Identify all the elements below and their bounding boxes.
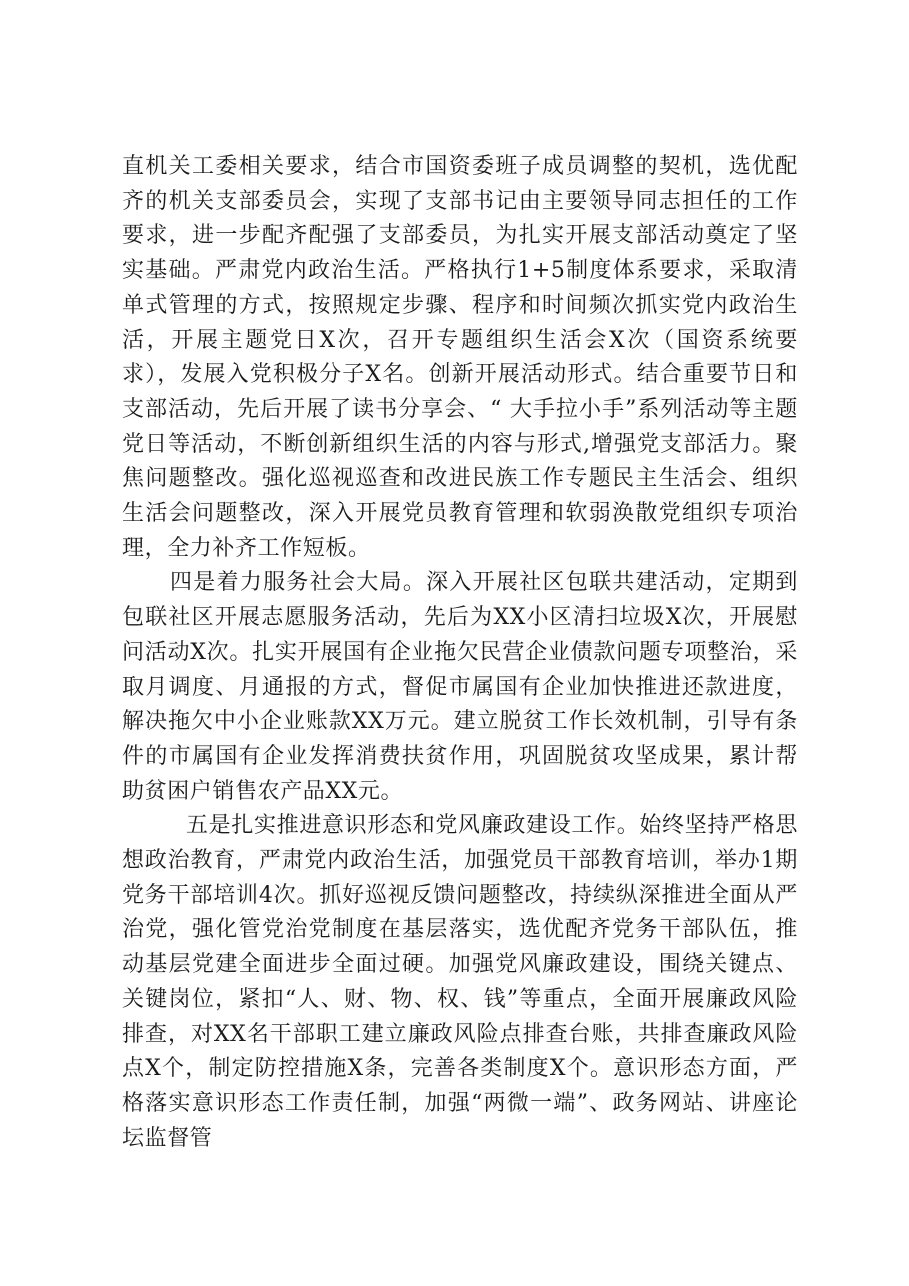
paragraph-four: 四是着力服务社会大局。深入开展社区包联共建活动，定期到包联社区开展志愿服务活动，先后为XX小区清扫垃圾X次，开展慰问活动X次。扎实开展国有企业拖欠民营企业债款问题专项整治，采取月调度、月通报的方式，督促市属国有企业加快推进还款进度，解决拖欠中小企业账款XX万元。建立脱贫工作长效机制，引导有条件的市属国有企业发挥消费扶贫作用，巩固脱贫攻坚成果，累计帮助贫困户销售农产品XX元。 — [122, 570, 798, 804]
document-body — [122, 150, 798, 1156]
paragraph-five: 五是扎实推进意识形态和党风廉政建设工作。始终坚持严格思想政治教育，严肃党内政治生活，加强党员干部教育培训，举办1期党务干部培训4次。抓好巡视反馈问题整改，持续纵深推进全面从严治党，强化管党治党制度在基层落实，选优配齐党务干部队伍，推动基层党建全面进步全面过硬。加强党风廉政建设，围绕关键点、关键岗位，紧扣“人、财、物、权、钱”等重点，全面开展廉政风险排查，对XX名干部职工建立廉政风险点排查台账，共排查廉政风险点X个，制定防控措施X条，完善各类制度X个。意识形态方面，严格落实意识形态工作责任制，加强“两微一端”、政务网站、讲座论坛监督管 — [122, 813, 798, 1151]
paragraph-continuation: 直机关工委相关要求，结合市国资委班子成员调整的契机，选优配齐的机关支部委员会，实现了支部书记由主要领导同志担任的工作要求，进一步配齐配强了支部委员，为扎实开展支部活动奠定了坚实基础。严肃党内政治生活。严格执行1+5制度体系要求，采取清单式管理的方式，按照规定步骤、程序和时间频次抓实党内政治生活，开展主题党日X次，召开专题组织生活会X次（国资系统要求），发展入党积极分子X名。创新开展活动形式。结合重要节日和支部活动，先后开展了读书分享会、“ 大手拉小手”系列活动等主题党日等活动，不断创新组织生活的内容与形式,增强党支部活力。聚焦问题整改。强化巡视巡查和改进民族工作专题民主生活会、组织生活会问题整改，深入开展党员教育管理和软弱涣散党组织专项治理，全力补齐工作短板。 — [122, 154, 798, 561]
